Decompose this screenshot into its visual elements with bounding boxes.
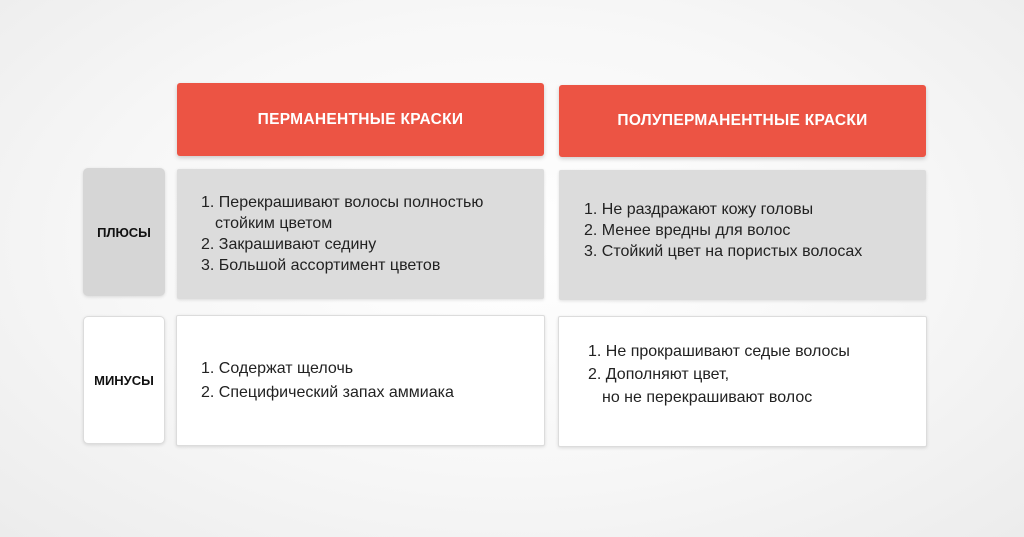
list-item (201, 357, 454, 381)
list-item-text: 2. Закрашивают седину (201, 236, 377, 253)
row-label-cons (83, 316, 165, 444)
header-permanent-dyes-label: ПЕРМАНЕНТНЫЕ КРАСКИ (257, 110, 464, 128)
list-item-text: 1. Не прокрашивают седые волосы (588, 343, 850, 360)
permanent-cons-list (201, 357, 454, 405)
header-semi-permanent-dyes (559, 85, 926, 157)
row-label-pros-text: ПЛЮСЫ (97, 224, 151, 240)
row-label-pros (83, 168, 165, 296)
list-item (201, 192, 483, 234)
list-item-text: 2. Дополняют цвет, (588, 366, 730, 383)
list-item (588, 340, 850, 363)
semi-permanent-cons-list (588, 340, 850, 409)
cell-permanent-cons (176, 315, 545, 446)
header-permanent-dyes (177, 83, 544, 156)
cell-permanent-pros (177, 169, 544, 299)
list-item-text: 2. Менее вредны для волос (584, 221, 791, 239)
list-item (584, 241, 862, 262)
list-item (588, 363, 850, 409)
list-item-text: 1. Содержат щелочь (201, 359, 354, 377)
header-semi-permanent-dyes-label: ПОЛУПЕРМАНЕНТНЫЕ КРАСКИ (617, 112, 868, 129)
list-item-text: 1. Перекрашивают волосы полностью (201, 194, 484, 211)
list-item (201, 255, 483, 276)
list-item-text-continued: стойким цветом (215, 215, 333, 232)
cell-semi-permanent-pros (559, 170, 926, 300)
list-item (584, 220, 862, 241)
list-item-text: 3. Стойкий цвет на пористых волосах (584, 242, 863, 260)
list-item (201, 234, 483, 255)
semi-permanent-pros-list (584, 199, 862, 262)
list-item-text-continued: но не перекрашивают волос (602, 389, 813, 406)
list-item-text: 1. Не раздражают кожу головы (584, 200, 814, 218)
cell-semi-permanent-cons (558, 316, 927, 447)
list-item-text: 2. Специфический запах аммиака (201, 383, 454, 401)
list-item (201, 381, 454, 405)
list-item (584, 199, 862, 220)
permanent-pros-list (201, 192, 483, 276)
list-item-text: 3. Большой ассортимент цветов (201, 257, 441, 274)
row-label-cons-text: МИНУСЫ (94, 372, 154, 388)
